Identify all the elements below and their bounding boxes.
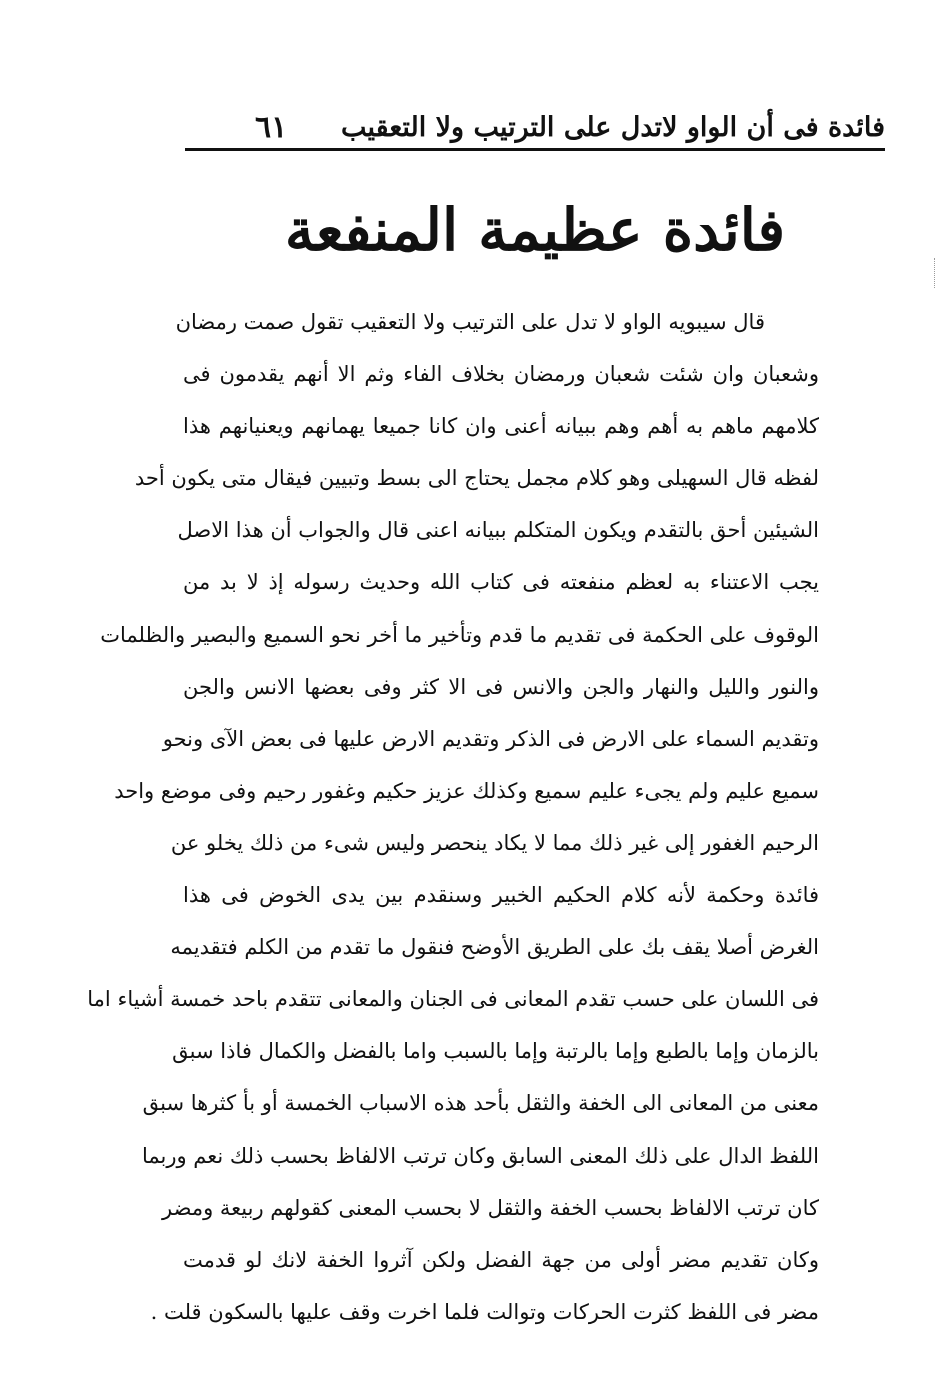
text-line: يجب الاعتناء به لعظم منفعته فى كتاب الله وحديث رسوله إذ لا بد من <box>183 570 819 595</box>
header-rule <box>185 148 885 151</box>
text-line: الوقوف على الحكمة فى تقديم ما قدم وتأخير ما أخر نحو السميع والبصير والظلمات <box>100 622 819 647</box>
text-line: الرحيم الغفور إلى غير ذلك مما لا يكاد ينحصر وليس شىء من ذلك يخلو عن <box>170 830 819 855</box>
text-line: بالزمان وإما بالطبع وإما بالرتبة وإما بالسبب واما بالفضل والكمال فاذا سبق <box>172 1039 819 1064</box>
text-line: معنى من المعانى الى الخفة والثقل بأحد هذه الاسباب الخمسة أو بأ كثرها سبق <box>142 1091 819 1116</box>
text-line: وتقديم السماء على الارض فى الذكر وتقديم الارض عليها فى بعض الآى ونحو <box>162 726 819 751</box>
text-line: فى اللسان على حسب تقدم المعانى فى الجنان والمعانى تتقدم باحد خمسة أشياء اما <box>87 987 819 1012</box>
text-line: فائدة وحكمة لأنه كلام الحكيم الخبير وسنقدم بين يدى الخوض فى هذا <box>183 883 819 908</box>
text-line: الشيئين أحق بالتقدم ويكون المتكلم ببيانه اعنى قال والجواب أن هذا الاصل <box>177 518 819 543</box>
body-text <box>87 296 819 1338</box>
running-title: فائدة فى أن الواو لاتدل على الترتيب ولا التعقيب <box>341 112 885 143</box>
text-line: مضر فى اللفظ كثرت الحركات وتوالت فلما اخرت وقف عليها بالسكون قلت . <box>150 1299 819 1324</box>
text-line: وكان تقديم مضر أولى من جهة الفضل ولكن آثروا الخفة لانك لو قدمت <box>183 1247 819 1272</box>
text-line: وشعبان وان شئت شعبان ورمضان بخلاف الفاء وثم الا أنهم يقدمون فى <box>183 362 819 387</box>
page-number: ٦١ <box>255 110 288 145</box>
text-line: سميع عليم ولم يجىء عليم سميع وكذلك عزيز حكيم وغفور رحيم وفى موضع واحد <box>114 778 819 803</box>
text-line: والنور والليل والنهار والجن والانس فى الا كثر وفى بعضها الانس والجن <box>183 674 819 699</box>
text-line: الغرض أصلا يقف بك على الطريق الأوضح فنقول ما تقدم من الكلم فتقديمه <box>170 935 819 960</box>
running-header <box>185 92 885 148</box>
scan-margin-mark <box>934 258 937 288</box>
text-line: كلامهم ماهم به أهم وهم ببيانه أعنى وان كانا جميعا يهمانهم ويعنيانهم هذا <box>183 414 819 439</box>
text-line: كان ترتب الالفاظ بحسب الخفة والثقل لا بحسب المعنى كقولهم ربيعة ومضر <box>162 1195 819 1220</box>
text-line: اللفظ الدال على ذلك المعنى السابق وكان ترتب الالفاظ بحسب ذلك نعم وربما <box>141 1143 819 1168</box>
section-title: فائدة عظيمة المنفعة <box>284 196 786 264</box>
text-line: قال سيبويه الواو لا تدل على الترتيب ولا التعقيب تقول صمت رمضان <box>175 310 765 334</box>
text-line: لفظه قال السهيلى وهو كلام مجمل يحتاج الى بسط وتبيين فيقال متى يكون أحد <box>134 466 819 491</box>
